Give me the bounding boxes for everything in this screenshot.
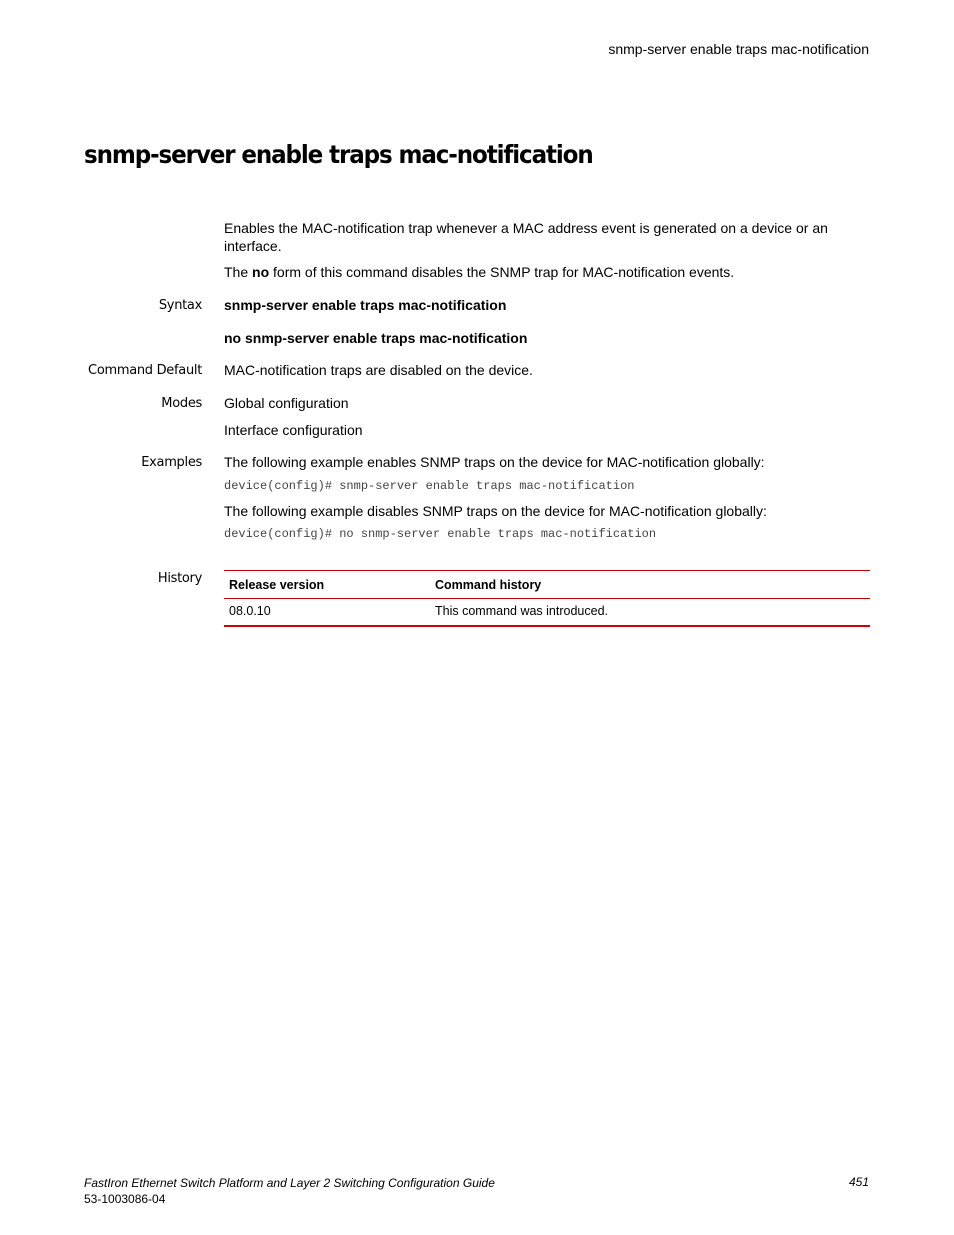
history-header-release: Release version <box>224 571 430 599</box>
description-paragraph: Enables the MAC-notification trap whenever a MAC address event is generated on a device or an interface. <box>224 220 828 254</box>
footer <box>84 1175 495 1207</box>
command-default-label: Command Default <box>88 363 202 378</box>
page-number: 451 <box>848 1175 869 1189</box>
syntax-line-2: no snmp-server enable traps mac-notification <box>224 330 528 346</box>
command-default-text: MAC-notification traps are disabled on the device. <box>224 362 533 378</box>
history-label: History <box>157 571 202 586</box>
syntax-line-1: snmp-server enable traps mac-notification <box>224 297 507 313</box>
example-code-1: device(config)# snmp-server enable traps mac-notification <box>224 479 635 493</box>
modes-label: Modes <box>161 396 202 411</box>
running-header: snmp-server enable traps mac-notification <box>608 41 869 57</box>
example-code-2: device(config)# no snmp-server enable traps mac-notification <box>224 527 657 541</box>
history-table <box>224 570 870 627</box>
history-cell-release: 08.0.10 <box>224 599 430 627</box>
example-text-1: The following example enables SNMP traps on the device for MAC-notification globally: <box>224 454 765 470</box>
no-form-paragraph <box>224 263 844 281</box>
mode-interface: Interface configuration <box>224 422 363 438</box>
page-title: snmp-server enable traps mac-notification <box>84 140 593 169</box>
mode-global: Global configuration <box>224 395 349 411</box>
no-keyword: no <box>252 264 270 280</box>
no-form-suffix: form of this command disables the SNMP trap for MAC-notification events. <box>269 264 735 280</box>
history-cell-command: This command was introduced. <box>430 599 870 627</box>
history-header-command: Command history <box>430 571 870 599</box>
footer-doc-id: 53-1003086-04 <box>84 1192 166 1206</box>
no-form-prefix: The <box>224 264 253 280</box>
footer-guide-title: FastIron Ethernet Switch Platform and Layer 2 Switching Configuration Guide <box>84 1176 495 1190</box>
examples-label: Examples <box>141 455 202 470</box>
example-text-2: The following example disables SNMP traps on the device for MAC-notification globally: <box>224 503 767 519</box>
history-header-row <box>224 571 870 599</box>
table-row <box>224 599 870 627</box>
syntax-label: Syntax <box>158 298 202 313</box>
